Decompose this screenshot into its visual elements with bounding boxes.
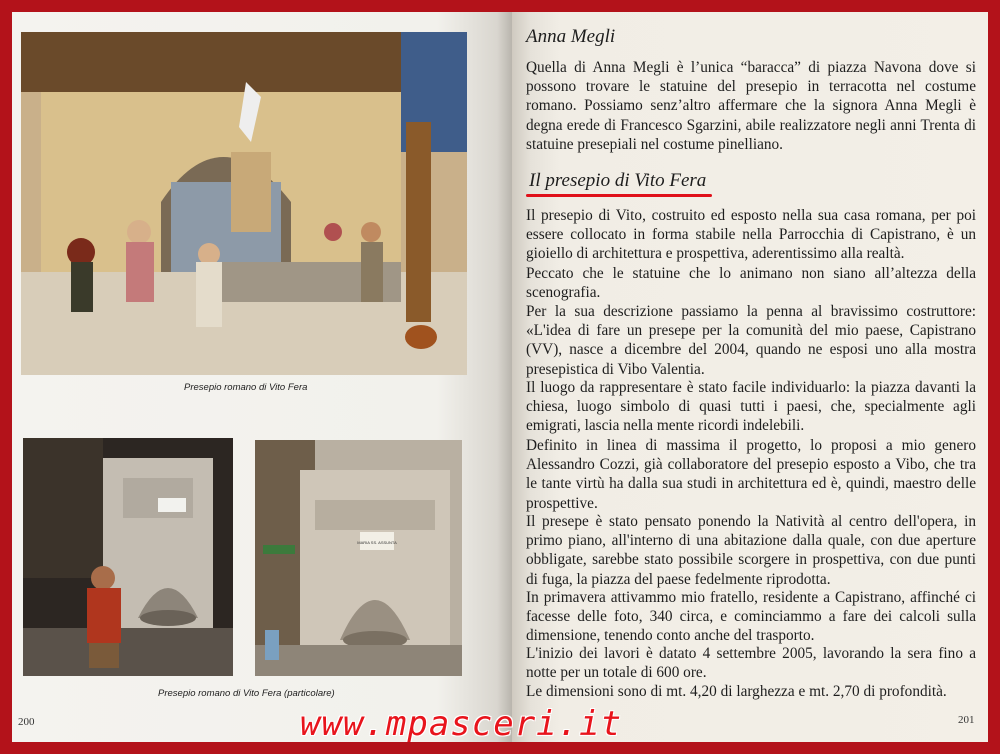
paragraph-7: In primavera attivammo mio fratello, residente a Capistrano, affinché ci facesse delle foto, 340 circa, e cominciammo a fare dei calcoli sulla dimensione, tenendo conto anche del trasporto. <box>526 589 976 645</box>
paragraph-5: Definito in linea di massima il progetto, lo proposi a mio genero Alessandro Cozzi, già collaboratore del presepio esposto a Vibo, che tra le tante virtù ha dalla sua studi in architettura ed è, quindi, maestro delle prospettive. <box>526 437 976 512</box>
paragraph-9: Le dimensioni sono di mt. 4,20 di larghezza e mt. 2,70 di profondità. <box>526 683 947 700</box>
detail-photos-caption: Presepio romano di Vito Fera (particolare) <box>158 688 335 699</box>
page-number-left: 200 <box>18 716 35 728</box>
fountain-sign-text: MARIA SS. ASSUNTA <box>357 540 397 545</box>
paragraph-4: Il luogo da rappresentare è stato facile individuarlo: la piazza davanti la chiesa, luogo simbolo di quasi tutti i paesi, che, specialmente agli emigrati, lascia nella mente ricordi indelebili. <box>526 379 976 435</box>
section-title-vito-fera: Il presepio di Vito Fera <box>529 170 707 191</box>
paragraph-8: L'inizio dei lavori è datato 4 settembre 2005, lavorando la sera fino a notte per un totale di 600 ore. <box>526 645 976 682</box>
page-number-right: 201 <box>958 714 975 726</box>
nativity-scene-photo <box>21 32 467 375</box>
paragraph-3: Per la sua descrizione passiamo la penna al bravissimo costruttore: «L'idea di fare un presepe per la comunità del mio paese, Capistrano (VV), nasce a dicembre del 2004, quando ne esposi uno alla mostra presepistica di Vibo Valentia. <box>526 303 976 378</box>
left-page <box>12 12 512 742</box>
main-photo-caption: Presepio romano di Vito Fera <box>184 382 308 393</box>
section-title-anna-megli: Anna Megli <box>526 26 616 47</box>
fountain-detail-photo-2 <box>255 440 462 676</box>
anna-megli-paragraph: Quella di Anna Megli è l’unica “baracca” di piazza Navona dove si possono trovare le statuine del presepio in terracotta nel costume romano. Possiamo senz’altro affermare che la signora Anna Megli è degna erede di Francesco Sgarzini, abile realizzatore negli anni Trenta di statuine presepiali nel costume pinelliano. <box>526 59 976 153</box>
paragraph-1: Il presepio di Vito, costruito ed esposto nella sua casa romana, per poi essere collocato in forma stabile nella Parrocchia di Capistrano, è un gioiello di architettura e prospettiva, aderentissimo alla realtà. <box>526 207 976 263</box>
fountain-detail-photo-1 <box>23 438 233 676</box>
paragraph-6: Il presepe è stato pensato ponendo la Natività al centro dell'opera, in primo piano, all'interno di una abitazione dalla quale, con due aperture obbligate, sarebbe stato possibile scorgere in prospettiva, con due punti di fuga, la piazza del paese fedelmente riprodotta. <box>526 513 976 588</box>
website-watermark: www.mpasceri.it <box>300 704 623 742</box>
title-highlight-underline <box>526 194 712 197</box>
paragraph-2: Peccato che le statuine che lo animano non siano all’altezza della scenografia. <box>526 265 976 302</box>
right-page <box>512 12 988 742</box>
book-spread <box>12 12 988 742</box>
